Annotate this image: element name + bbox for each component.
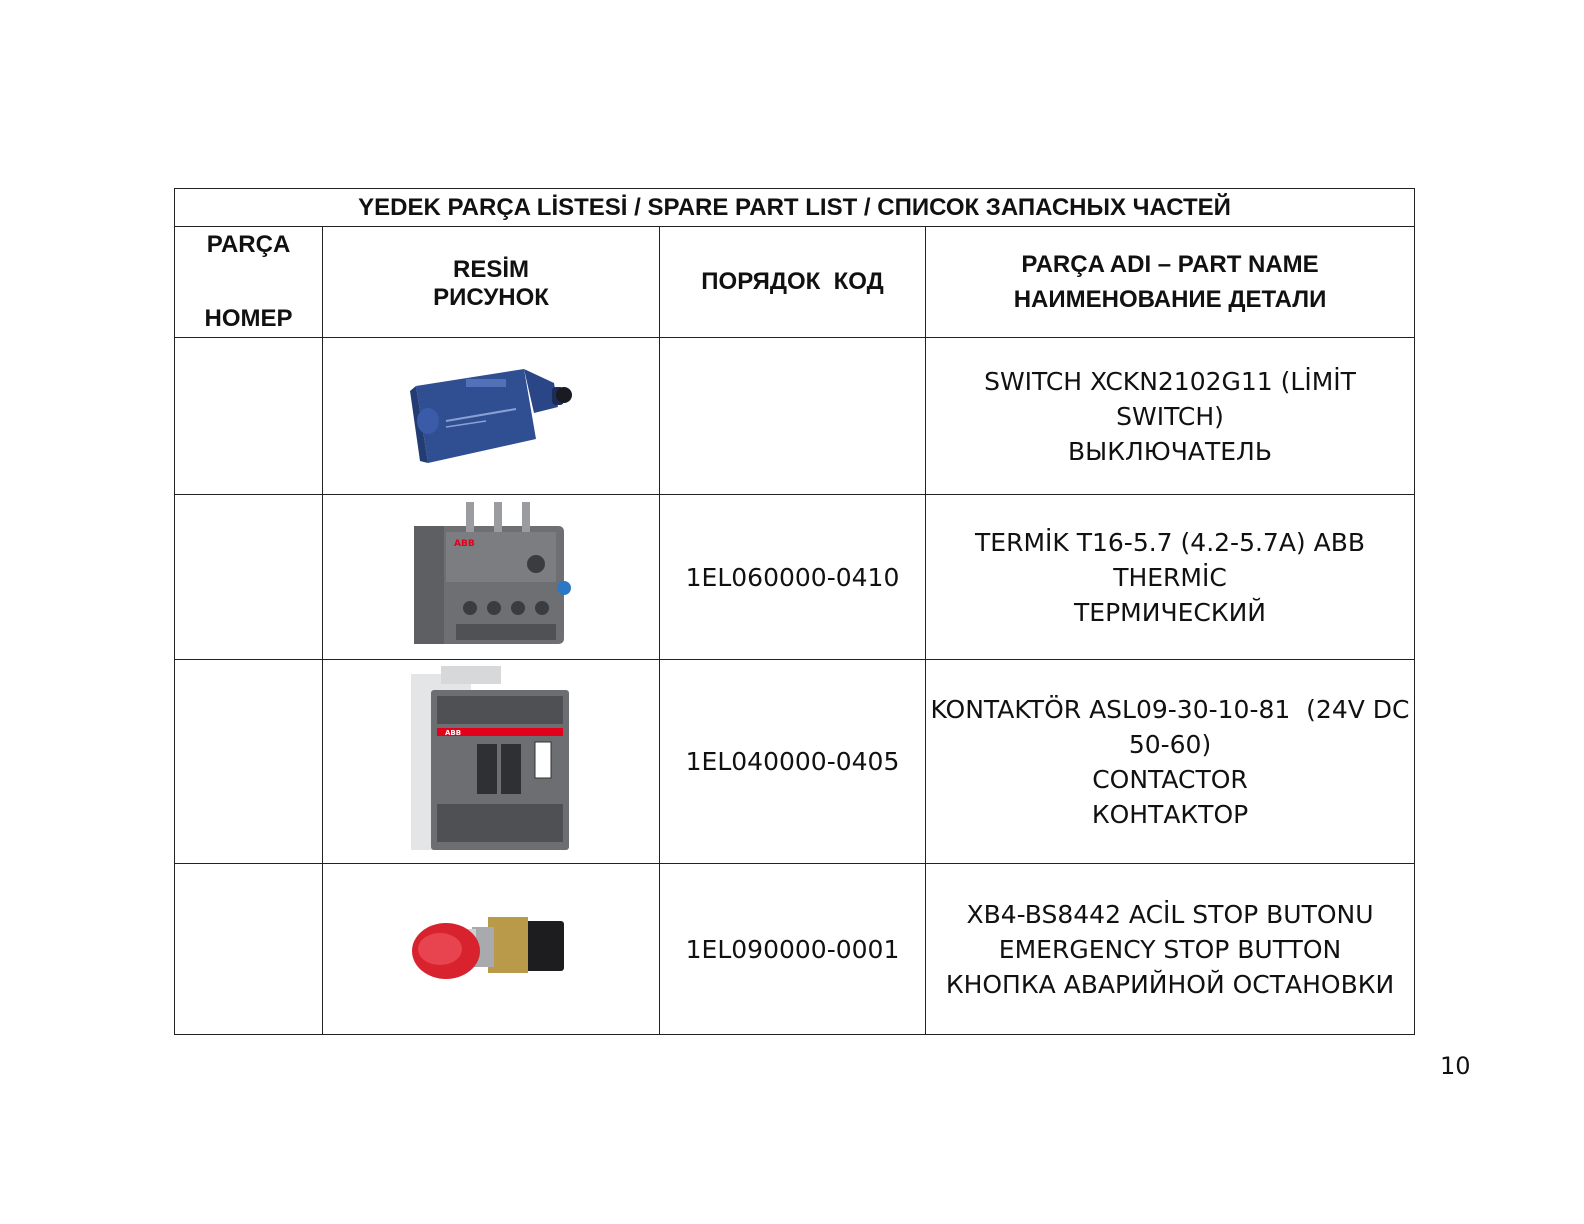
svg-text:ABB: ABB	[445, 728, 462, 737]
limit-switch-photo-icon	[406, 361, 576, 471]
header-image-line1: RESİM	[452, 256, 529, 283]
header-part-number-line1: PARÇA	[206, 231, 291, 258]
spare-part-table	[174, 188, 1415, 1035]
order-code-cell: 1EL060000-0410	[660, 495, 926, 660]
image-cell	[323, 495, 660, 660]
image-cell	[323, 660, 660, 864]
thermal-relay-photo-icon	[396, 498, 586, 656]
spare-part-list	[174, 188, 1414, 1035]
contactor-photo-icon	[401, 664, 581, 860]
header-part-name	[926, 227, 1415, 338]
part-name-line: TERMİK T16-5.7 (4.2-5.7A) ABB	[975, 527, 1366, 557]
table-title: YEDEK PARÇA LİSTESİ / SPARE PART LIST / СПИСОК ЗАПАСНЫХ ЧАСТЕЙ	[175, 189, 1415, 227]
svg-text:ABB: ABB	[454, 539, 475, 549]
part-number-cell	[175, 495, 323, 660]
part-name-line: THERMİC	[1113, 562, 1227, 592]
part-number-cell	[175, 338, 323, 495]
order-code-cell	[660, 338, 926, 495]
part-name-line: 50-60)	[1128, 729, 1212, 759]
part-name-line: ВЫКЛЮЧАТЕЛЬ	[1068, 436, 1273, 466]
part-name-line: КНОПКА АВАРИЙНОЙ ОСТАНОВКИ	[945, 969, 1395, 999]
header-part-name-line2: НАИМЕНОВАНИЕ ДЕТАЛИ	[1013, 286, 1327, 313]
part-number-cell	[175, 660, 323, 864]
part-name-line: SWITCH)	[1116, 401, 1224, 431]
header-image-line2: РИСУНОК	[433, 284, 549, 311]
header-part-number	[175, 227, 323, 338]
part-name-line: ТЕРМИЧЕСКИЙ	[1074, 597, 1266, 627]
part-name-cell	[926, 495, 1415, 660]
part-name-cell	[926, 338, 1415, 495]
part-name-cell	[926, 864, 1415, 1035]
part-name-line: EMERGENCY STOP BUTTON	[998, 934, 1342, 964]
table-row	[175, 495, 1415, 660]
part-number-cell	[175, 864, 323, 1035]
part-name-line: KONTAKTÖR ASL09-30-10-81 (24V DC	[930, 694, 1410, 724]
image-cell	[323, 338, 660, 495]
image-cell	[323, 864, 660, 1035]
part-name-line: SWITCH XCKN2102G11 (LİMİT	[984, 366, 1356, 396]
part-name-line: КОНТАКТОР	[1091, 799, 1249, 829]
part-name-line: CONTACTOR	[1092, 764, 1248, 794]
header-part-name-line1: PARÇA ADI – PART NAME	[1021, 251, 1319, 278]
page-number: 10	[1440, 1052, 1471, 1080]
table-row	[175, 660, 1415, 864]
header-part-number-line2: НОМЕР	[204, 305, 293, 332]
header-order-code	[660, 227, 926, 338]
part-name-line: XB4-BS8442 ACİL STOP BUTONU	[966, 899, 1374, 929]
part-name-cell	[926, 660, 1415, 864]
header-order-code-label: ПОРЯДОК КОД	[701, 268, 884, 295]
order-code-cell: 1EL090000-0001	[660, 864, 926, 1035]
emergency-stop-button-photo-icon	[406, 899, 576, 999]
table-row	[175, 864, 1415, 1035]
header-image	[323, 227, 660, 338]
order-code-cell: 1EL040000-0405	[660, 660, 926, 864]
table-row	[175, 338, 1415, 495]
